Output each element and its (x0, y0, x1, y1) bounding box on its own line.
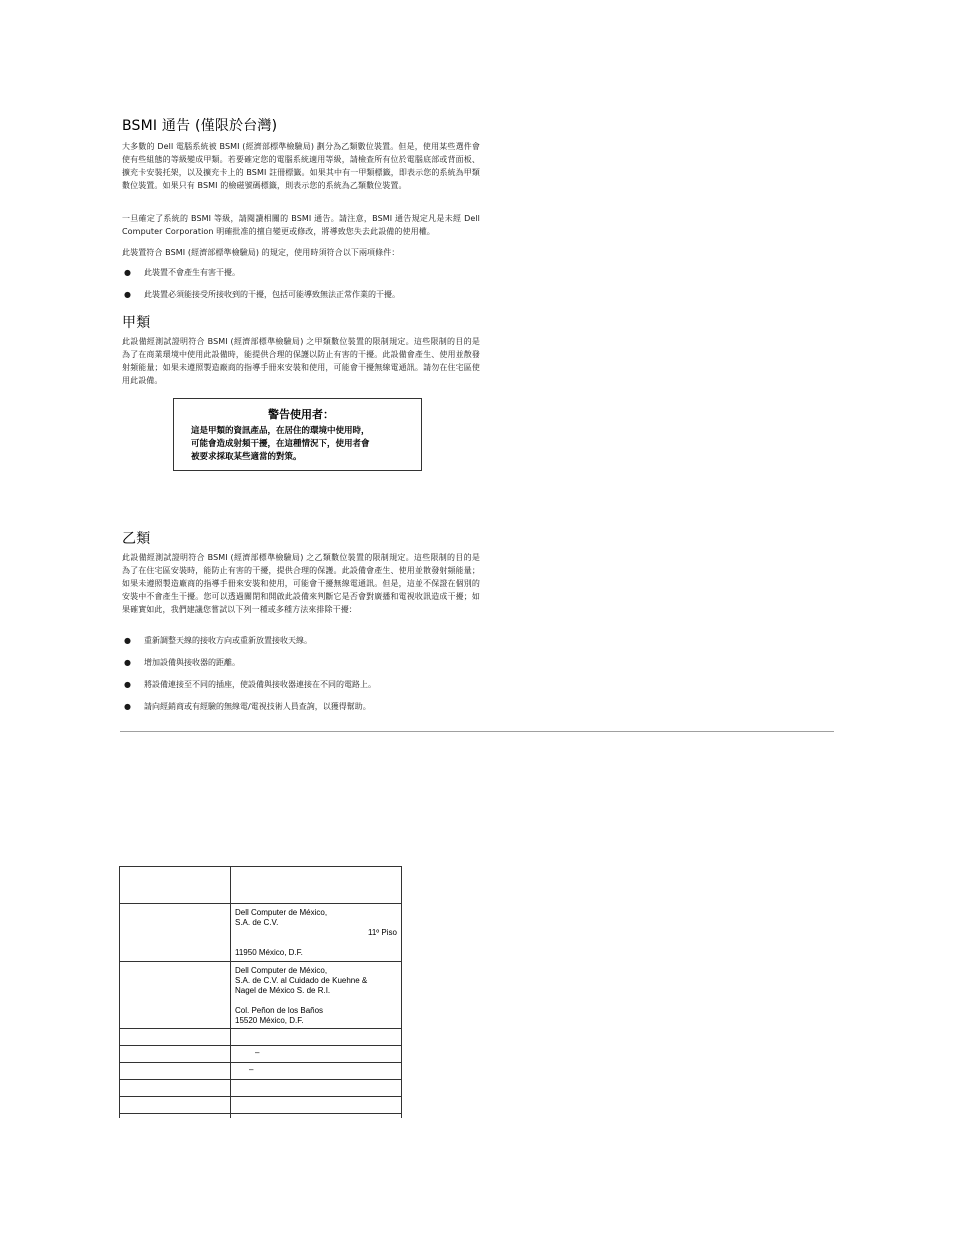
warning-line: 被要求採取某些適當的對策。 (191, 452, 302, 462)
table-cell (120, 1114, 231, 1118)
bsmi-para-2-block (122, 212, 480, 238)
address-line: Dell Computer de México, (235, 966, 328, 975)
bullet-icon: ● (124, 658, 131, 667)
warning-body (191, 425, 411, 464)
class-b-para-block (122, 551, 480, 616)
class-b-section (122, 528, 480, 548)
section-divider (120, 731, 834, 732)
table-cell (231, 962, 402, 1029)
address-line (235, 938, 397, 948)
bullet-icon: ● (124, 268, 131, 277)
bsmi-para-3-block (122, 246, 480, 259)
bsmi-para-3: 此裝置符合 BSMI (經濟部標準檢驗局) 的規定，使用時須符合以下兩項條件： (122, 248, 400, 257)
bsmi-bullet-text: 此裝置必須能接受所接收到的干擾，包括可能導致無法正常作業的干擾。 (144, 290, 400, 299)
class-b-bullets-block (122, 634, 480, 722)
class-b-bullet-text: 將設備連接至不同的插座，使設備與接收器連接在不同的電路上。 (144, 680, 376, 689)
table-cell (231, 1080, 402, 1097)
table-row (120, 962, 402, 1029)
list-item (122, 266, 480, 279)
address-line: 11º Piso (367, 928, 397, 937)
table-cell (120, 1029, 231, 1046)
table-row (120, 867, 402, 904)
class-a-para: 此設備經測試證明符合 BSMI (經濟部標準檢驗局) 之甲類數位裝置的限制規定。這些限制的目的是為了在商業環境中使用此設備時，能提供合理的保護以防止有害的干擾。此設備會產生、使用並散發射頻能量；如果未遵照製造廠商的指導手冊來安裝和使用，可能會干擾無線電通訊。請勿在住宅區使用此設備。 (122, 337, 480, 385)
class-a-heading: 甲類 (122, 315, 151, 331)
bsmi-bullets-block (122, 266, 480, 310)
warning-box (173, 398, 422, 471)
table-row (120, 1063, 402, 1080)
bullet-icon: ● (124, 702, 131, 711)
address-line: S.A. de C.V. al Cuidado de Kuehne & (235, 976, 368, 985)
warning-title: 警告使用者： (268, 408, 334, 421)
address-line: 11950 México, D.F. (235, 948, 303, 957)
table-cell (231, 867, 402, 904)
class-a-para-block (122, 335, 480, 387)
class-b-bullet-list (122, 634, 480, 713)
table-cell (120, 1097, 231, 1114)
class-b-bullet-text: 增加設備與接收器的距離。 (144, 658, 240, 667)
bsmi-section (122, 115, 480, 135)
table-cell (231, 904, 402, 962)
table-row (120, 1114, 402, 1118)
address-line: S.A. de C.V. (235, 918, 279, 927)
address-line: Nagel de México S. de R.I. (235, 986, 331, 995)
table-cell (120, 1046, 231, 1063)
list-item (122, 700, 480, 713)
address-line (235, 996, 397, 1006)
table-cell (120, 962, 231, 1029)
table-cell (120, 1080, 231, 1097)
table-cell (231, 1114, 402, 1118)
address-line: Col. Peñon de los Baños (235, 1006, 324, 1015)
table-cell (231, 1063, 402, 1080)
bsmi-para-1: 大多數的 Dell 電腦系統被 BSMI (經濟部標準檢驗局) 劃分為乙類數位裝置。但是，使用某些選件會使有些組態的等級變成甲類。若要確定您的電腦系統適用等級，請檢查所有位於電腦底部或背面板、擴充卡安裝托架，以及擴充卡上的 BSMI 註冊標籤。如果其中有一甲類標籤，即表示您的系統為甲類數位裝置。如果只有 BSMI 的檢磁號碼標籤，則表示您的系統為乙類數位裝置。 (122, 142, 480, 190)
table-cell (231, 1097, 402, 1114)
address-line: Dell Computer de México, (235, 908, 328, 917)
bullet-icon: ● (124, 290, 131, 299)
dash-value: – (255, 1048, 260, 1057)
bullet-icon: ● (124, 680, 131, 689)
list-item (122, 678, 480, 691)
table-row (120, 1046, 402, 1063)
dash-value: – (249, 1065, 254, 1074)
warning-line: 這是甲類的資訊產品，在居住的環境中使用時， (191, 426, 370, 436)
bsmi-para-1-block (122, 140, 480, 192)
table-cell (120, 1063, 231, 1080)
table-cell (231, 1046, 402, 1063)
bullet-icon: ● (124, 636, 131, 645)
list-item (122, 634, 480, 647)
table-cell (120, 867, 231, 904)
class-a-section (122, 312, 480, 332)
bsmi-para-2: 一旦確定了系統的 BSMI 等級，請閱讀相關的 BSMI 通告。請注意，BSMI 通告規定凡是未經 Dell Computer Corporation 明確批准的擅自變更或修改，將導致您失去此設備的使用權。 (122, 214, 480, 236)
class-b-para: 此設備經測試證明符合 BSMI (經濟部標準檢驗局) 之乙類數位裝置的限制規定。這些限制的目的是為了在住宅區安裝時，能防止有害的干擾，提供合理的保護。此設備會產生、使用並散發射頻能量；如果未遵照製造廠商的指導手冊來安裝和使用，可能會干擾無線電通訊。但是，這並不保證在個別的安裝中不會產生干擾。您可以透過關閉和開啟此設備來判斷它是否會對廣播和電視收訊造成干擾；如果確實如此，我們建議您嘗試以下列一種或多種方法來排除干擾： (122, 553, 480, 614)
table-row (120, 1097, 402, 1114)
table-row (120, 1029, 402, 1046)
class-b-bullet-text: 請向經銷商或有經驗的無線電/電視技術人員查詢，以獲得幫助。 (144, 702, 371, 711)
table-cell (231, 1029, 402, 1046)
bsmi-bullet-list (122, 266, 480, 301)
bsmi-heading: BSMI 通告 (僅限於台灣) (122, 118, 278, 134)
bsmi-bullet-text: 此裝置不會產生有害干擾。 (144, 268, 240, 277)
class-b-bullet-text: 重新調整天線的接收方向或重新放置接收天線。 (144, 636, 312, 645)
class-b-heading: 乙類 (122, 531, 151, 547)
table-row (120, 1080, 402, 1097)
address-line: 15520 México, D.F. (235, 1016, 304, 1025)
list-item (122, 656, 480, 669)
mexico-info-table (119, 866, 402, 1118)
warning-line: 可能會造成射頻干擾，在這種情況下，使用者會 (191, 439, 370, 449)
table-row (120, 904, 402, 962)
list-item (122, 288, 480, 301)
table-cell (120, 904, 231, 962)
